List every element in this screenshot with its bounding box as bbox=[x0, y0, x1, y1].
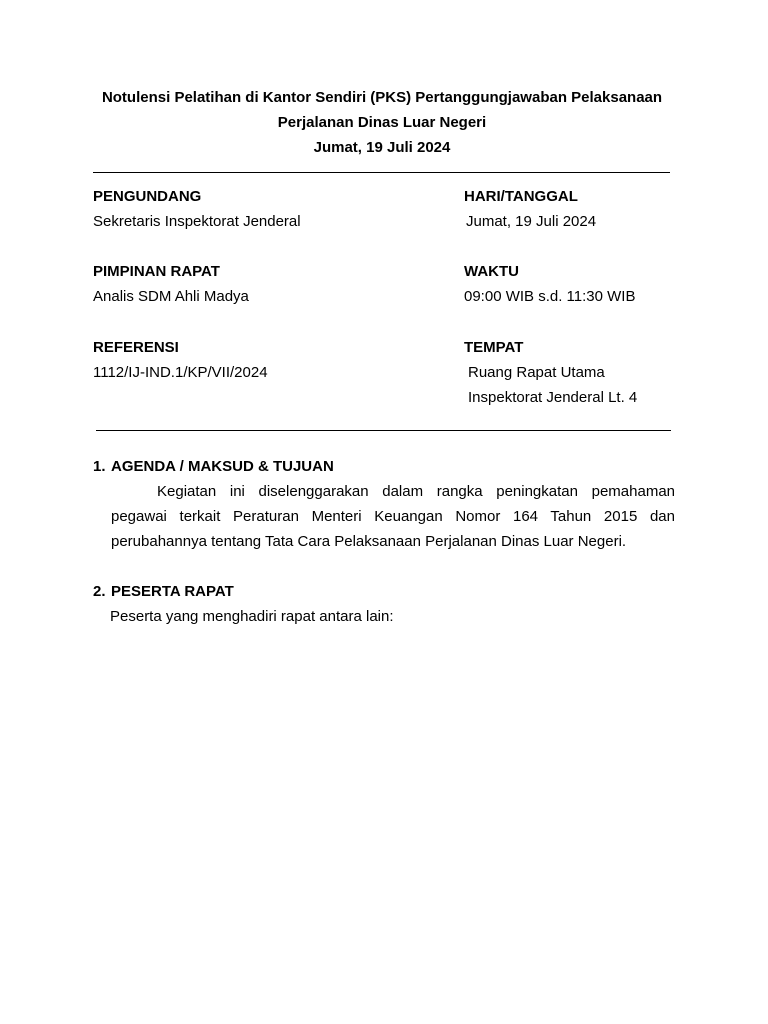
field-hari-tanggal bbox=[464, 184, 596, 234]
field-value-line-2: Inspektorat Jenderal Lt. 4 bbox=[468, 389, 638, 406]
field-referensi bbox=[93, 335, 268, 385]
field-tempat bbox=[464, 335, 637, 410]
field-label: PENGUNDANG bbox=[93, 188, 202, 205]
section-title: PESERTA RAPAT bbox=[111, 583, 234, 600]
section-peserta bbox=[93, 579, 675, 629]
section-body: Peserta yang menghadiri rapat antara lain: bbox=[110, 608, 394, 625]
section-heading bbox=[93, 454, 675, 479]
title-line-1: Notulensi Pelatihan di Kantor Sendiri (PKS) Pertanggungjawaban Pelaksanaan bbox=[101, 89, 663, 106]
field-value: Analis SDM Ahli Madya bbox=[93, 288, 249, 305]
title-date: Jumat, 19 Juli 2024 bbox=[313, 139, 451, 156]
section-number: 2. bbox=[93, 583, 106, 600]
field-label: PIMPINAN RAPAT bbox=[93, 263, 220, 280]
section-number: 1. bbox=[93, 458, 106, 475]
field-label: WAKTU bbox=[464, 263, 519, 280]
title-line-2: Perjalanan Dinas Luar Negeri bbox=[277, 114, 487, 131]
field-pengundang bbox=[93, 184, 301, 234]
field-value: 1112/IJ-IND.1/KP/VII/2024 bbox=[93, 364, 268, 381]
field-label: HARI/TANGGAL bbox=[464, 188, 578, 205]
field-label: TEMPAT bbox=[464, 339, 524, 356]
field-value-line-1: Ruang Rapat Utama bbox=[468, 364, 605, 381]
section-body: Kegiatan ini diselenggarakan dalam rangka peningkatan pemahaman pegawai terkait Peraturan Menteri Keuangan Nomor 164 Tahun 2015 dan perubahannya tentang Tata Cara Pelaksanaan Perjalanan Dinas Luar Negeri. bbox=[111, 483, 675, 550]
field-waktu bbox=[464, 259, 635, 309]
field-label: REFERENSI bbox=[93, 339, 179, 356]
middle-divider bbox=[96, 430, 671, 431]
document-title bbox=[93, 85, 671, 160]
section-title: AGENDA / MAKSUD & TUJUAN bbox=[111, 458, 334, 475]
section-agenda bbox=[93, 454, 675, 554]
field-value: Sekretaris Inspektorat Jenderal bbox=[93, 213, 301, 230]
top-divider bbox=[93, 172, 670, 173]
field-pimpinan-rapat bbox=[93, 259, 249, 309]
field-value: 09:00 WIB s.d. 11:30 WIB bbox=[464, 288, 636, 305]
field-value: Jumat, 19 Juli 2024 bbox=[466, 213, 597, 230]
section-heading bbox=[93, 579, 675, 604]
